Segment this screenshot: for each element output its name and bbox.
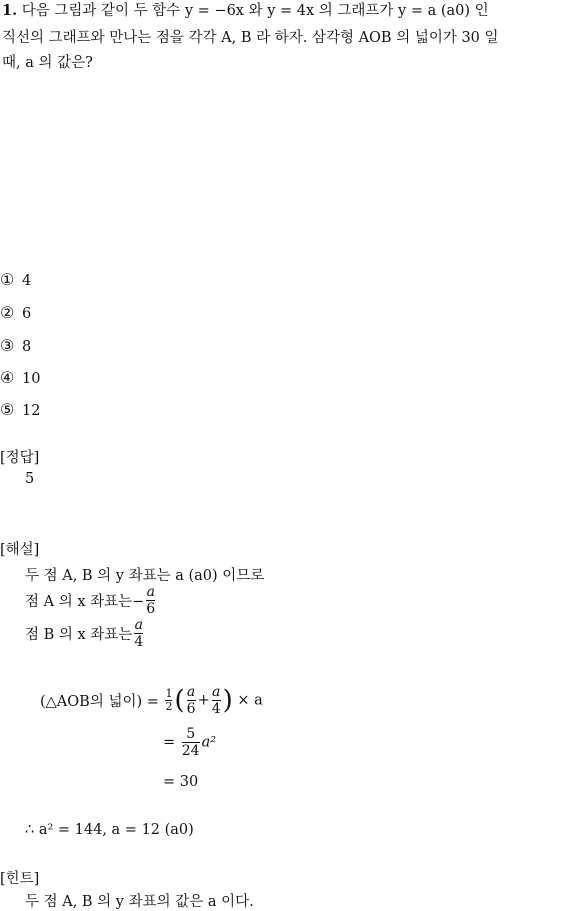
fraction-denominator: 4 bbox=[134, 634, 144, 650]
solution-line-3 bbox=[25, 617, 145, 650]
choice-3-text: 8 bbox=[22, 339, 32, 355]
fraction-5-over-24 bbox=[182, 726, 200, 759]
fraction-one-half bbox=[165, 688, 172, 713]
close-paren: ) bbox=[222, 685, 233, 716]
problem-line-2: 직선의 그래프와 만나는 점을 각각 A, B 라 하자. 삼각형 AOB 의 넓이가 30 일 bbox=[2, 30, 499, 46]
choice-1-text: 4 bbox=[22, 273, 32, 289]
choice-3-mark: ③ bbox=[0, 336, 15, 355]
solution-label: [해설] bbox=[0, 542, 40, 558]
choice-5-text: 12 bbox=[22, 403, 41, 419]
choice-4-mark: ④ bbox=[0, 368, 15, 387]
fraction-denominator: 6 bbox=[146, 601, 156, 617]
solution-line-2-text: 점 A 의 x 좌표는− bbox=[25, 594, 145, 610]
problem-line-3: 때, a 의 값은? bbox=[2, 55, 93, 71]
choice-3[interactable] bbox=[0, 336, 31, 355]
fraction-denominator: 2 bbox=[165, 700, 173, 713]
fraction-denominator: 6 bbox=[186, 701, 196, 717]
fraction-numerator: a bbox=[146, 584, 155, 600]
hint-label: [힌트] bbox=[0, 871, 40, 887]
fraction-numerator: 5 bbox=[186, 726, 196, 742]
equation-lhs: (△AOB의 넓이) = bbox=[40, 694, 159, 710]
solution-line-2 bbox=[25, 584, 157, 617]
choice-5[interactable] bbox=[0, 400, 40, 419]
answer-value: 5 bbox=[25, 471, 35, 487]
choice-1[interactable] bbox=[0, 270, 31, 289]
equation-line-2 bbox=[163, 726, 216, 759]
fraction-a-over-6 bbox=[146, 584, 155, 617]
problem-text-1: 다음 그림과 같이 두 함수 y = −6x 와 y = 4x 의 그래프가 y = a (a0) 인 bbox=[21, 3, 489, 19]
problem-line-1 bbox=[2, 0, 489, 22]
problem-number: 1. bbox=[2, 2, 18, 19]
choice-2-mark: ② bbox=[0, 303, 15, 322]
fraction-denominator: 24 bbox=[181, 743, 200, 759]
choice-5-mark: ⑤ bbox=[0, 400, 15, 419]
fraction-numerator: a bbox=[134, 617, 143, 633]
choice-4[interactable] bbox=[0, 368, 40, 387]
fraction-a-over-4-eq bbox=[212, 684, 221, 717]
choice-2[interactable] bbox=[0, 303, 31, 322]
hint-text: 두 점 A, B 의 y 좌표의 값은 a 이다. bbox=[25, 894, 254, 910]
choice-4-text: 10 bbox=[22, 371, 41, 387]
solution-line-1: 두 점 A, B 의 y 좌표는 a (a0) 이므로 bbox=[25, 568, 265, 584]
equation-line-1 bbox=[40, 684, 263, 717]
fraction-numerator: a bbox=[186, 684, 196, 700]
solution-line-3-text: 점 B 의 x 좌표는 bbox=[25, 627, 133, 643]
choice-2-text: 6 bbox=[22, 306, 32, 322]
open-paren: ( bbox=[174, 685, 185, 716]
equation-line-3: = 30 bbox=[163, 774, 199, 790]
fraction-numerator: 1 bbox=[165, 687, 173, 700]
fraction-a-over-4 bbox=[134, 617, 143, 650]
answer-label: [정답] bbox=[0, 450, 40, 466]
fraction-a-over-6-eq bbox=[187, 684, 196, 717]
equals-sign: = bbox=[163, 734, 176, 751]
fraction-denominator: 4 bbox=[211, 701, 221, 717]
a-squared: a² bbox=[201, 734, 217, 751]
equation-tail: × a bbox=[237, 692, 263, 709]
plus-sign: + bbox=[197, 692, 210, 709]
choice-1-mark: ① bbox=[0, 270, 15, 289]
fraction-numerator: a bbox=[212, 684, 221, 700]
conclusion: ∴ a² = 144, a = 12 (a0) bbox=[25, 822, 194, 838]
